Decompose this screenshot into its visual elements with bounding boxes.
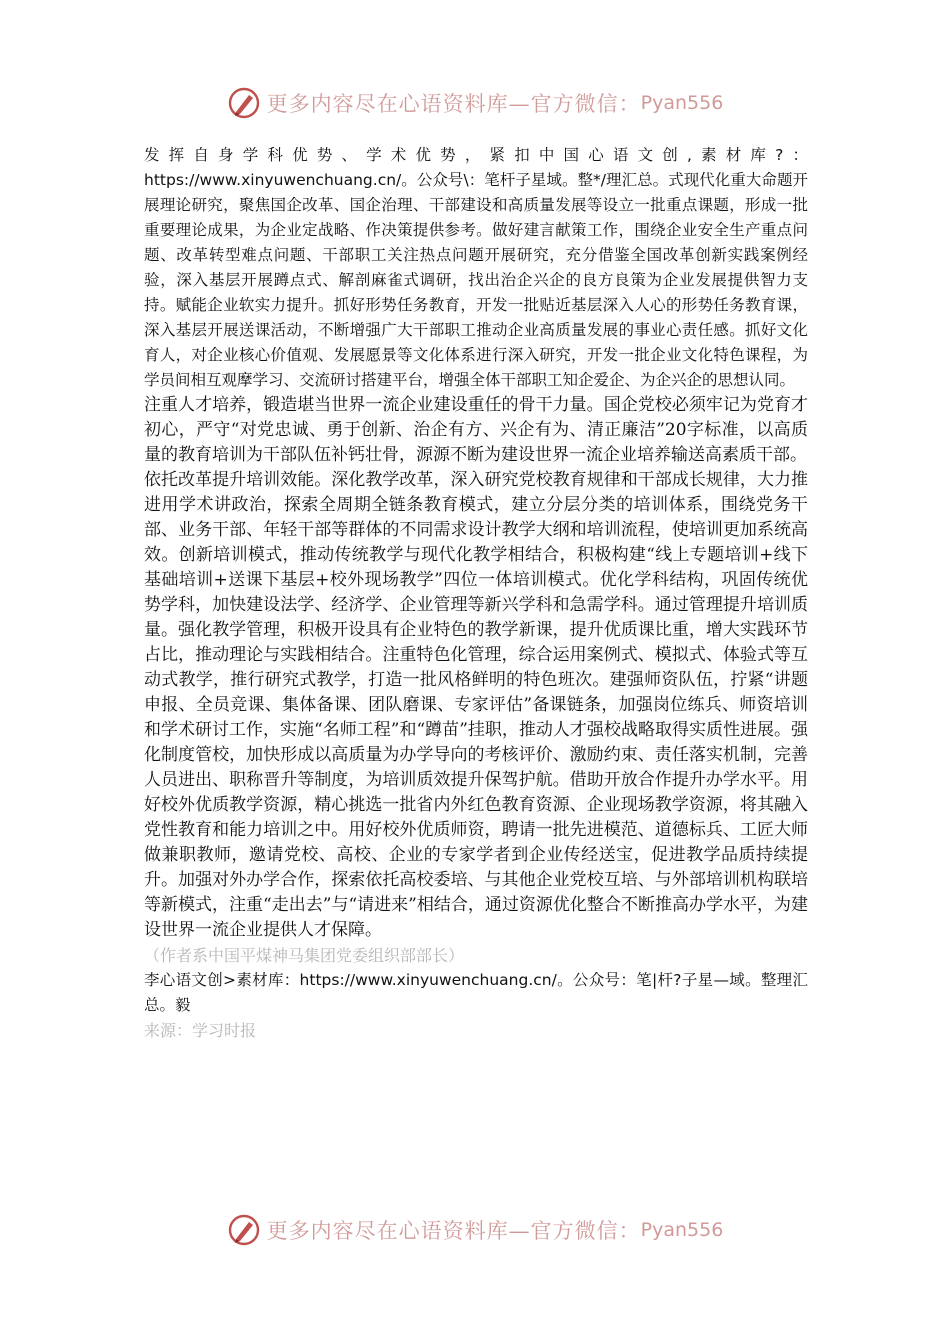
paragraph-2: 注重人才培养，锻造堪当世界一流企业建设重任的骨干力量。国企党校必须牢记为党育才初心，严守“对党忠诚、勇于创新、治企有方、兴企有为、清正廉洁”20字标准，以高质量的教育培训为干部队伍补钙壮骨，源源不断为建设世界一流企业培养输送高素质干部。 bbox=[144, 395, 808, 465]
watermark-wechat-id: Pyan556 bbox=[640, 92, 724, 114]
document-body bbox=[144, 143, 808, 1043]
paragraph-1: 发挥自身学科优势、学术优势，紧扣中国心语文创,素材库?：https://www.xinyuwenchuang.cn/。公众号\：笔杆子星域。整*/理汇总。式现代化重大命题开展理论研究，聚焦国企改革、国企治理、干部建设和高质量发展等设立一批重点课题，形成一批重要理论成果，为企业定战略、作决策提供参考。做好建言献策工作，围绕企业安全生产重点问题、改革转型难点问题、干部职工关注热点问题开展研究，充分借鉴全国改革创新实践案例经验，深入基层开展蹲点式、解剖麻雀式调研，找出治企兴企的良方良策为企业发展提供智力支持。赋能企业软实力提升。抓好形势任务教育，开发一批贴近基层深入人心的形势任务教育课，深入基层开展送课活动，不断增强广大干部职工推动企业高质量发展的事业心责任感。抓好文化育人，对企业核心价值观、发展愿景等文化体系进行深入研究，开发一批企业文化特色课程，为学员间相互观摩学习、交流研讨搭建平台，增强全体干部职工知企爱企、为企兴企的思想认同。 bbox=[144, 146, 808, 389]
paragraph-3: 依托改革提升培训效能。深化教学改革，深入研究党校教育规律和干部成长规律，大力推进用学术讲政治，探索全周期全链条教育模式，建立分层分类的培训体系，围绕党务干部、业务干部、年轻干部等群体的不同需求设计教学大纲和培训流程，使培训更加系统高效。创新培训模式，推动传统教学与现代化教学相结合，积极构建“线上专题培训+线下基础培训+送课下基层+校外现场教学”四位一体培训模式。优化学科结构，巩固传统优势学科，加快建设法学、经济学、企业管理等新兴学科和急需学科。通过管理提升培训质量。强化教学管理，积极开设具有企业特色的教学新课，提升优质课比重，增大实践环节占比，推动理论与实践相结合。注重特色化管理，综合运用案例式、模拟式、体验式等互动式教学，推行研究式教学，打造一批风格鲜明的特色班次。建强师资队伍，拧紧“讲题申报、全员竞课、集体备课、团队磨课、专家评估”备课链条，加强岗位练兵、师资培训和学术研讨工作，实施“名师工程”和“蹲苗”挂职，推动人才强校战略取得实质性进展。强化制度管校，加快形成以高质量为办学导向的考核评价、激励约束、责任落实机制，完善人员进出、职称晋升等制度，为培训质效提升保驾护航。借助开放合作提升办学水平。用好校外优质教学资源，精心挑选一批省内外红色教育资源、企业现场教学资源，将其融入党性教育和能力培训之中。用好校外优质师资，聘请一批先进模范、道德标兵、工匠大师做兼职教师，邀请党校、高校、企业的专家学者到企业传经送宝，促进教学品质持续提升。加强对外办学合作，探索依托高校委培、与其他企业党校互培、与外部培训机构联培等新模式，注重“走出去”与“请进来”相结合，通过资源优化整合不断推高办学水平，为建设世界一流企业提供人才保障。 bbox=[144, 470, 808, 940]
watermark-slogan: 更多内容尽在心语资料库—官方微信： bbox=[266, 1219, 641, 1243]
pen-logo-icon bbox=[227, 1213, 261, 1247]
watermark-banner-top bbox=[0, 83, 950, 123]
pen-logo-icon bbox=[227, 86, 261, 120]
footer-note: 李心语文创>素材库：https://www.xinyuwenchuang.cn/。公众号：笔|杆?子星—域。整理汇总。毅 bbox=[144, 971, 808, 1014]
watermark-wechat-id: Pyan556 bbox=[640, 1219, 724, 1241]
watermark-slogan: 更多内容尽在心语资料库—官方微信： bbox=[266, 92, 641, 116]
author-note: （作者系中国平煤神马集团党委组织部部长） bbox=[144, 946, 465, 965]
watermark-banner-bottom bbox=[0, 1210, 950, 1250]
source-line: 来源：学习时报 bbox=[144, 1021, 257, 1040]
